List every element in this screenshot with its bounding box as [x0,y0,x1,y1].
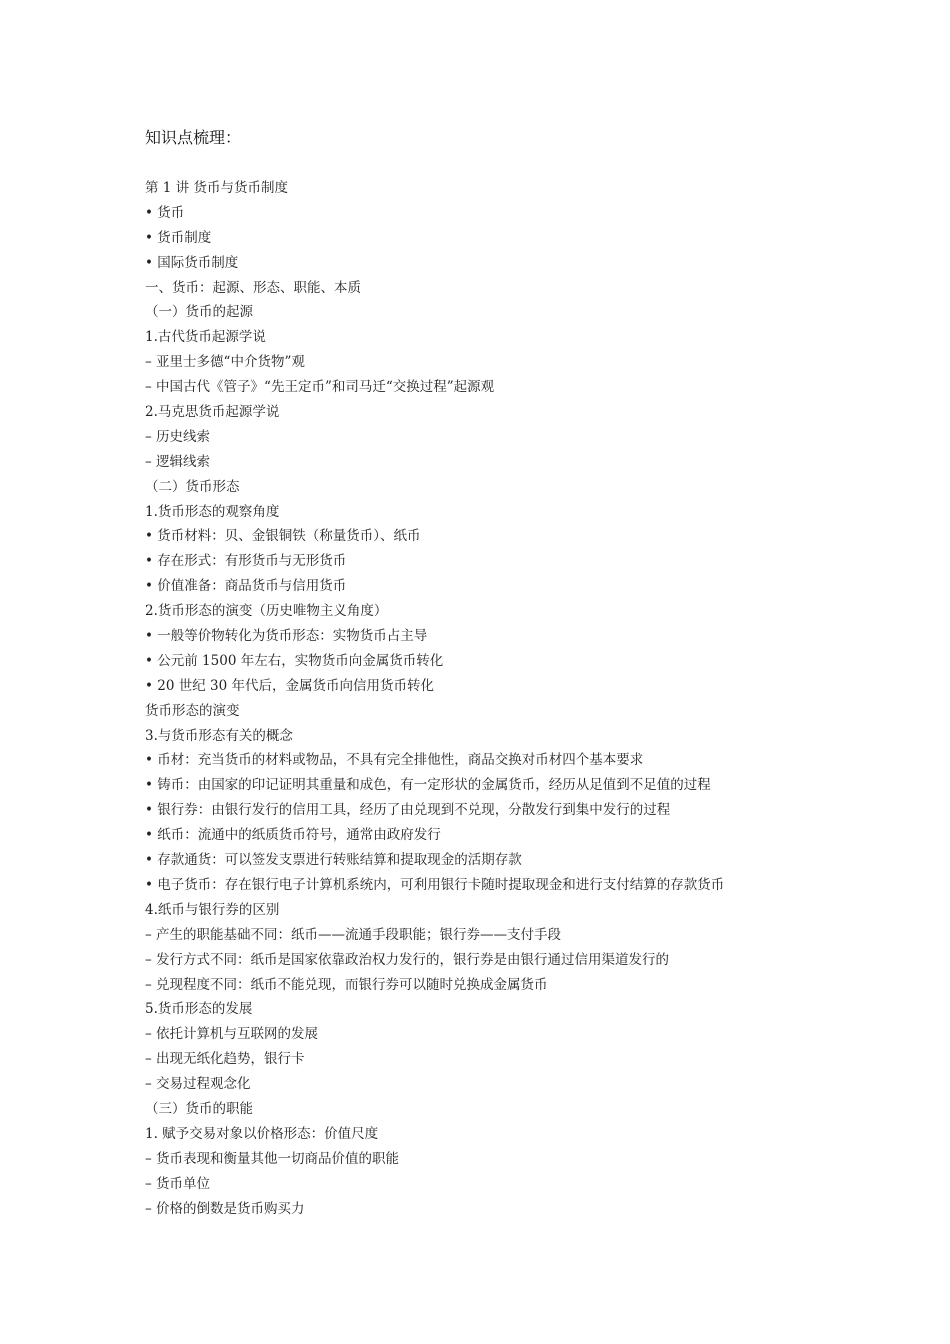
text-line: • 电子货币：存在银行电子计算机系统内，可利用银行卡随时提取现金和进行支付结算的存款货币 [145,876,725,893]
text-line: • 国际货币制度 [145,254,239,271]
text-line: 4.纸币与银行券的区别 [145,901,280,918]
text-line: 3.与货币形态有关的概念 [145,727,293,744]
text-line: – 价格的倒数是货币购买力 [145,1200,305,1217]
text-line: • 货币材料：贝、金银铜铁（称量货币）、纸币 [145,528,421,545]
text-line: （二）货币形态 [145,478,240,495]
text-line: – 出现无纸化趋势，银行卡 [145,1051,305,1068]
text-line: – 历史线索 [145,428,211,445]
text-line: – 货币单位 [145,1175,211,1192]
text-line: • 货币 [145,204,185,221]
text-line: • 纸币：流通中的纸质货币符号，通常由政府发行 [145,827,441,844]
text-line: 第 1 讲 货币与货币制度 [145,180,288,196]
text-line: 一、货币：起源、形态、职能、本质 [145,279,361,296]
text-line: • 银行券：由银行发行的信用工具，经历了由兑现到不兑现，分散发行到集中发行的过程 [145,802,671,819]
text-line: – 亚里士多德“中介货物”观 [145,354,305,371]
text-line: – 依托计算机与互联网的发展 [145,1026,319,1043]
text-line: • 币材：充当货币的材料或物品，不具有完全排他性，商品交换对币材四个基本要求 [145,752,644,769]
text-line: – 兑现程度不同：纸币不能兑现，而银行券可以随时兑换成金属货币 [145,976,548,993]
text-line: • 一般等价物转化为货币形态：实物货币占主导 [145,628,428,645]
text-line: – 交易过程观念化 [145,1076,251,1093]
text-line: （一）货币的起源 [145,304,253,321]
text-line: 1.货币形态的观察角度 [145,503,280,520]
text-line: 1. 赋予交易对象以价格形态：价值尺度 [145,1125,379,1142]
document-body [145,176,905,1221]
text-line: • 存款通货：可以签发支票进行转账结算和提取现金的活期存款 [145,852,522,869]
text-line: • 20 世纪 30 年代后，金属货币向信用货币转化 [145,677,434,694]
text-line: • 价值准备：商品货币与信用货币 [145,578,347,595]
text-line: （三）货币的职能 [145,1100,253,1117]
text-line: – 发行方式不同：纸币是国家依靠政治权力发行的，银行券是由银行通过信用渠道发行的 [145,951,670,968]
text-line: • 公元前 1500 年左右，实物货币向金属货币转化 [145,652,444,669]
text-line: • 货币制度 [145,229,212,246]
text-line: – 货币表现和衡量其他一切商品价值的职能 [145,1150,400,1167]
text-line: 2.货币形态的演变（历史唯物主义角度） [145,603,388,620]
page-title: 知识点梳理： [145,128,242,147]
text-line: 货币形态的演变 [145,702,240,719]
text-line: • 铸币：由国家的印记证明其重量和成色，有一定形状的金属货币，经历从足值到不足值的过程 [145,777,711,794]
text-line: 1.古代货币起源学说 [145,329,266,346]
text-line: • 存在形式：有形货币与无形货币 [145,553,347,570]
text-line: 5.货币形态的发展 [145,1001,253,1018]
text-line: – 中国古代《管子》“先王定币”和司马迁“交换过程”起源观 [145,379,495,396]
text-line: 2.马克思货币起源学说 [145,404,280,421]
text-line: – 逻辑线索 [145,453,211,470]
text-line: – 产生的职能基础不同：纸币——流通手段职能；银行券——支付手段 [145,926,562,943]
